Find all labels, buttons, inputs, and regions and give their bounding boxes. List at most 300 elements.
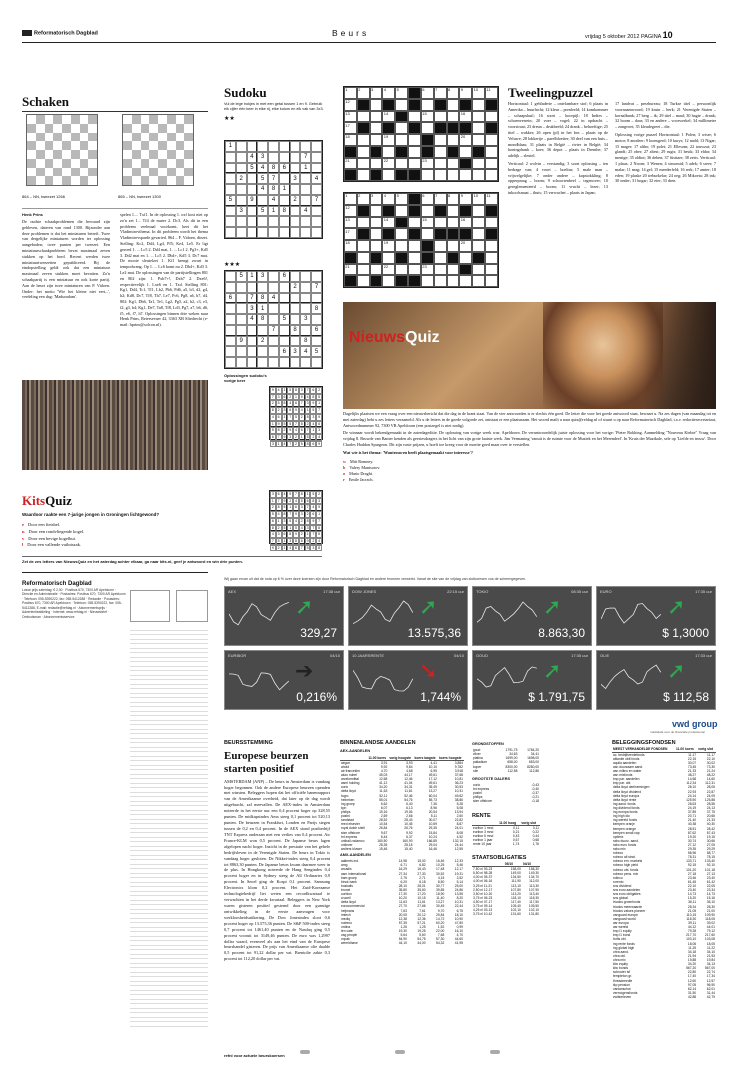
table-cell: 78,31 [687, 855, 697, 860]
sudoku-cell: 5 [312, 408, 315, 413]
market-name: EURIBOR [228, 653, 247, 658]
sparkline-path [477, 667, 537, 687]
kitsquiz-option [22, 536, 208, 543]
table-cell: 39,85 [436, 887, 445, 892]
table-cell: robeco obl. fonds [613, 867, 639, 872]
table-cell: usg people [341, 933, 358, 938]
chess-square [62, 124, 71, 133]
table-cell: 28,10 [687, 785, 697, 790]
chess-square [167, 159, 176, 168]
sudoku-cell [247, 141, 258, 152]
chess-square [27, 159, 36, 168]
sudoku-cell: 5 [236, 271, 247, 282]
chess-square [27, 124, 36, 133]
table-cell: 112,34 [686, 781, 697, 786]
table-cell: 15,00 [417, 859, 426, 864]
crossword-cell [408, 134, 421, 146]
table-cell: 21,33 [687, 768, 697, 773]
sudoku-cell: 3 [283, 408, 286, 413]
chess-square [88, 176, 97, 185]
table-cell: triodos values pioneer [613, 908, 646, 913]
chess-square [88, 150, 97, 159]
sudoku-cell: 5 [277, 401, 280, 406]
sudoku-cell [290, 216, 301, 227]
crossword-cell [357, 111, 370, 123]
table-cell: 9,92 [406, 830, 413, 835]
table-cell: 24,13 [706, 805, 715, 810]
table-cell: crucell [341, 896, 351, 901]
table-cell: 0,11 [513, 825, 520, 830]
table-cell: 12,57 [706, 978, 715, 983]
sudoku-cell [311, 184, 322, 195]
table-cell: 42,88 [687, 994, 697, 999]
table-cell: 1699,00 [505, 756, 518, 761]
table-cell: rorento [613, 879, 624, 884]
chess-square [88, 159, 97, 168]
sudoku-cell: 5 [306, 545, 309, 550]
sudoku-cell: 4 [300, 346, 311, 357]
table-cell: 22,10 [706, 756, 715, 761]
crossword-black-cell [485, 99, 498, 111]
chess-square [45, 141, 54, 150]
crossword-cell [472, 240, 485, 252]
tweeling-horizontal: Horizontaal: 1 gebladerte – ontvlambare stof; 6 plaats in Amerika – huurlucht; 12 kleur – prenleeld; 14 komkommer – schaapskuil; 16 soort – hoorpijl; 18 Indies – schoenverrein; 20 voer – vogel; 22 in opdracht – voorstraat; 23 dreun – drukbeeld; 24 drank – behoeftige; 25 titel – wakker; 26 open (pl) in het bos – plaats op de Veluwe; 28 lokkertje – parelbloeiter; 30 deel van een huis – mondblaas; 31 plaats in België – rivier in België; 34 honingdrank – koer; 36 depot – plaats in Drenthe; 37 adelijk – sleutel. [508, 101, 608, 159]
table-cell: 25,00 [454, 883, 463, 888]
table-cell: 49,61 [428, 772, 437, 777]
sudoku-cell: 2 [277, 525, 280, 530]
crossword-cell [370, 217, 383, 229]
table-cell: 45,03 [379, 772, 388, 777]
chess-column-1: De oudste schaakproblemen die bewaard zijn gebleven, dateren van rond 1300. Bijzonder aan deze problemen is dat het miniaturen betreft. Twee van dergelijke miniaturen worden ter oplossing aangeboden; twee punten per tweezet. Een miniatuurschaakprobleem bevat maximaal zeven stukken op het bord. Recent werden twee miniatuurtweezetten gepubliceerd. Bij de eindopstelling geldt ook dat een miniatuur maximaal zeven stukken moet bevatten. Zo'n schaakpartij is een miniatuur en ook korte partij. Aan de beurt zijn twee miniaturen van P. Vidoen. Onder: het motto 'Wie het kleine niet eert...', verdeling een dag: 'Maduradam'. [22, 219, 110, 300]
sudoku-cell: 9 [277, 421, 280, 426]
crossword-cell [370, 228, 383, 240]
crossword-cell [472, 122, 485, 134]
table-cell: 24,14 [687, 793, 697, 798]
crossword-cell [485, 169, 498, 181]
crossword-black-cell [421, 240, 434, 252]
chess-square [53, 115, 62, 124]
kitsquiz-option [22, 529, 208, 536]
market-sparkline [353, 663, 417, 693]
chess-square [167, 115, 176, 124]
photo-shade [643, 302, 716, 409]
sudoku-cell: 5 [283, 505, 286, 510]
sudoku-cell [300, 357, 311, 368]
table-cell: rabo duurz. aand. [613, 838, 639, 843]
sudoku-cell [225, 163, 236, 174]
table-cell: imtech [341, 912, 351, 917]
table-cell: 20,05 [398, 912, 407, 917]
sudoku-cell: 8 [289, 532, 292, 537]
table-cell: ing aand. fonds [613, 801, 636, 806]
sudoku-cell: 7 [289, 512, 292, 517]
crossword-cell [395, 122, 408, 134]
table-cell: 41,04 [404, 781, 413, 786]
table-cell: postnl [341, 814, 350, 819]
table-cell: 2,69 [380, 814, 388, 819]
sudoku-cell: 4 [318, 435, 321, 440]
crossword-cell [447, 99, 460, 111]
table-cell: 4,70 [456, 933, 463, 938]
sudoku-cell: 3 [306, 525, 309, 530]
sudoku-cell: 7 [318, 408, 321, 413]
crossword-cell: 6 [421, 193, 434, 205]
sudoku-cell: 3 [289, 435, 292, 440]
sudoku-cell: 7 [271, 394, 274, 399]
sudoku-cell [268, 282, 279, 293]
crossword-cell: 18 [344, 134, 357, 146]
sudoku-cell: 5 [289, 421, 292, 426]
table-cell: 10,31 [454, 900, 463, 905]
crossword-cell [434, 169, 447, 181]
chess-square [141, 159, 150, 168]
sudoku-cell: 1 [283, 539, 286, 544]
table-cell: 11,40 [436, 896, 445, 901]
sudoku-cell [290, 184, 301, 195]
sudoku-cell: 3 [312, 545, 315, 550]
chess-square [27, 133, 36, 142]
chess-square [158, 159, 167, 168]
table-cell: 34,18 [687, 949, 697, 954]
table-cell: 20,71 [687, 814, 697, 819]
table-cell: 44,10 [398, 941, 407, 946]
amx-table [340, 859, 464, 945]
table-header-row [612, 747, 716, 752]
sudoku-cell: 4 [268, 195, 279, 206]
table-cell: 28,35 [379, 842, 388, 847]
sudoku-cell [290, 314, 301, 325]
table-cell: 44,12 [687, 925, 697, 930]
crossword-cell: 7 [434, 193, 447, 205]
table-cell: 102,10 [510, 908, 521, 913]
chess-square [80, 124, 89, 133]
crossword-cell [472, 134, 485, 146]
sudoku-cell [225, 271, 236, 282]
sudoku-cell: 2 [290, 282, 301, 293]
table-cell: 79,28 [687, 929, 697, 934]
table-cell: kempen oranje [613, 822, 635, 827]
table-cell: 62,01 [706, 986, 715, 991]
table-cell: 87,43 [706, 830, 715, 835]
sudoku-cell: 9 [318, 505, 321, 510]
crossword-cell [434, 146, 447, 158]
crossword-black-cell [472, 252, 485, 264]
table-cell: 112,86 [529, 768, 539, 773]
crossword-cell [395, 134, 408, 146]
crossword-cell: 9 [459, 193, 472, 205]
nieuwsquiz-title: NieuwsQuiz [349, 329, 440, 346]
table-cell: 27,12 [687, 842, 697, 847]
table-cell: 62,14 [687, 986, 697, 991]
table-cell: 35,60 [417, 887, 426, 892]
table-cell: 34,31 [404, 785, 413, 790]
table-cell: 21,33 [706, 818, 715, 823]
table-cell: delta lloyd rente [613, 797, 637, 802]
crossword-cell: 1 [344, 87, 357, 99]
table-cell: asn milieu en water [613, 768, 642, 773]
market-value: 1,744% [420, 689, 461, 704]
sudoku-cell: 8 [300, 421, 303, 426]
sudoku-cell [290, 293, 301, 304]
crossword-cell [434, 264, 447, 276]
table-cell: 5,46 [456, 863, 463, 868]
table-cell: 132,15 [452, 838, 463, 843]
sudoku-cell: 8 [311, 303, 322, 314]
sudoku-cell: 2 [306, 421, 309, 426]
kitsquiz-options [22, 522, 208, 549]
crossword-black-cell [395, 252, 408, 264]
table-cell: 11,22 [706, 945, 715, 950]
sudoku-cell: 8 [318, 545, 321, 550]
table-cell: 3,75 nl 06-23 [473, 895, 493, 900]
sudoku-cell: 8 [306, 518, 309, 523]
table-cell: 12,55 [454, 846, 463, 851]
table-cell: euribor 1 jaar [473, 838, 493, 843]
chess-square [132, 159, 141, 168]
table-cell: 28,63 [687, 801, 697, 806]
table-cell: 0,11 [532, 825, 539, 830]
sudoku-cell: 5 [289, 518, 292, 523]
grondstoffen-table [472, 748, 540, 773]
sudoku-cell [257, 346, 268, 357]
sudoku-cell [225, 346, 236, 357]
sudoku-cell [225, 336, 236, 347]
table-cell: 30,77 [436, 883, 445, 888]
crossword-black-cell [395, 169, 408, 181]
sudoku-cell: 9 [271, 545, 274, 550]
table-cell: 9,84 [406, 764, 413, 769]
crossword-cell: 11 [485, 87, 498, 99]
sudoku-cell [290, 227, 301, 238]
sudoku-cell: 7 [289, 441, 292, 446]
table-cell: 2,75 [400, 875, 407, 880]
table-cell: euribor 6 mnd [473, 834, 494, 839]
market-name: 10 JAARSRENTE [352, 653, 385, 658]
table-cell: 3,884 [454, 760, 463, 765]
sudoku-cell: 1 [295, 394, 297, 399]
sparkline-path [229, 602, 289, 624]
table-cell: 8,96 [430, 805, 437, 810]
chess-square [80, 159, 89, 168]
crossword-black-cell [382, 205, 395, 217]
table-cell: 0,43 [512, 834, 520, 839]
crossword-cell: 23 [421, 158, 434, 170]
chess-square [176, 133, 185, 142]
market-time: 17:35 uur [695, 589, 712, 594]
table-cell: 113,10 [511, 883, 521, 888]
sudoku-cell: 4 [295, 498, 297, 503]
table-cell: kempen small cap [613, 830, 640, 835]
table-cell: 15,40 [404, 846, 413, 851]
table-cell: 16,46 [428, 846, 437, 851]
table-cell: 158,30 [528, 867, 539, 872]
table-cell: unibail-rodamco [341, 838, 365, 843]
table-cell: eurocommercial [341, 904, 365, 909]
crossword-cell: 6 [421, 87, 434, 99]
sudoku-cell: 8 [271, 408, 274, 413]
sudoku-cell: 5 [300, 498, 303, 503]
market-tile [596, 650, 716, 710]
chess-square [123, 141, 132, 150]
crossword-cell [408, 240, 421, 252]
crossword-cell [459, 146, 472, 158]
sudoku-cell [225, 227, 236, 238]
sudoku-cell: 9 [247, 195, 258, 206]
crossword-cell [447, 169, 460, 181]
option-text: Door een rondvliegende kogel. [28, 528, 85, 534]
nieuwsquiz-question: Wat wie is het thema: 'Wantrouwen heeft plaatsgemaakt voor interesse'? [343, 449, 473, 455]
table-cell: -0,18 [531, 799, 539, 804]
table-cell: 131,60 [510, 912, 521, 917]
sudoku-cell [236, 227, 247, 238]
table-cell: 15,84 [428, 830, 437, 835]
dalers-table [472, 783, 540, 804]
crossword-cell [421, 275, 434, 287]
table-cell: 17,20 [417, 892, 426, 897]
sudoku-cell: 3 [312, 414, 315, 419]
chess-square [158, 168, 167, 177]
crossword-cell [434, 134, 447, 146]
table-cell: 117,40 [511, 899, 521, 904]
sudoku-cell [225, 303, 236, 314]
chess-square [27, 176, 36, 185]
crossword-black-cell [447, 252, 460, 264]
chess-square [149, 176, 158, 185]
table-cell: 12,17 [454, 867, 463, 872]
table-cell: 31,44 [706, 990, 715, 995]
crossword-cell: 1 [344, 193, 357, 205]
nieuwsquiz-intro-1: Dagelijks plaatsen we een vraag over een nieuwsbericht dat die dag in de krant staat. Van de vier antwoorden is er slechts één goed. De letter die voor het goede antwoord staat, bewaart u. Na zes dagen (van maandag tot en met zaterdag) hebt u zes letters verzameld. Als u de letters in de goede volgorde zet, ontstaat er een plaatsnaam. Het woord mailt u naar quiz@refdag.nl of stuurt u op naar Reformatorisch Dagblad, t.a.v. redactiesecretariaat, Antwoordnummer 92, 7300 VB Apeldoorn (een postzegel is niet nodig). [343, 411, 716, 428]
table-cell: reed elsevier [341, 822, 360, 827]
sudoku-cell [290, 152, 301, 163]
table-header-cell: 11.00 koers [675, 747, 697, 752]
crossword-black-cell [459, 264, 472, 276]
sudoku-cell [225, 216, 236, 227]
sudoku-cell: 6 [225, 293, 236, 304]
table-cell: templeton gr. [613, 974, 633, 979]
sudoku-cell: 4 [289, 401, 292, 406]
crossword-cell [408, 252, 421, 264]
crossword-black-cell [459, 99, 472, 111]
table-cell: 21,93 [706, 953, 715, 958]
table-cell: kpn [341, 805, 347, 810]
chess-square [36, 141, 45, 150]
crossword-black-cell [485, 228, 498, 240]
crossword-cell [447, 240, 460, 252]
sudoku-cell: 9 [295, 532, 297, 537]
table-cell: robeco [613, 851, 624, 856]
table-cell: delta lloyd dividend [613, 789, 642, 794]
chess-square [27, 141, 36, 150]
rule [22, 208, 208, 209]
table-cell: 134,50 [510, 875, 521, 880]
crossword-cell [447, 158, 460, 170]
table-cell: 13,94 [454, 809, 463, 814]
table-cell: 30,74 [687, 838, 697, 843]
table-cell: sns euro obligaties [613, 892, 641, 897]
chess-square [45, 115, 54, 124]
chess-square [62, 141, 71, 150]
sudoku-section [224, 86, 324, 123]
crossword-black-cell [485, 122, 498, 134]
sudoku-cell: 8 [277, 428, 280, 433]
chess-square [149, 141, 158, 150]
sudoku-cell: 8 [295, 388, 297, 392]
table-cell: 61,45 [687, 879, 697, 884]
sudoku-cell: 8 [271, 525, 274, 530]
sudoku-cell: 5 [277, 539, 280, 544]
table-cell: ing global high [613, 945, 635, 950]
table-cell: -0,43 [531, 782, 539, 787]
chess-square [45, 168, 54, 177]
table-cell: 0,99 [456, 924, 463, 929]
sudoku-cell: 4 [271, 414, 274, 419]
table-cell: 49,61 [428, 781, 437, 786]
table-cell: 14,72 [436, 916, 445, 921]
crossword-black-cell [485, 205, 498, 217]
chess-square [62, 176, 71, 185]
sudoku-cell: 6 [289, 408, 292, 413]
table-cell: 6,75 [456, 908, 463, 913]
table-cell: 28,52 [379, 818, 388, 823]
vwd-tagline: marktdata voor de financiële professional [650, 730, 705, 734]
table-row [472, 769, 540, 773]
chess-square [62, 159, 71, 168]
sudoku-cell: 7 [271, 539, 274, 544]
sudoku-cell: 2 [300, 532, 303, 537]
table-cell: 118,05 [705, 916, 715, 921]
table-cell: 23,40 [687, 888, 697, 893]
market-name: TOKIO [476, 589, 489, 594]
table-cell: 3,75 nl 09-14 [473, 904, 493, 909]
option-letter: e [22, 522, 24, 528]
table-cell: kbc bonds [613, 966, 629, 971]
table-cell: asml holding [341, 781, 360, 786]
crossword-cell [421, 228, 434, 240]
sudoku-cell: 4 [295, 428, 297, 433]
table-cell: 39,02 [706, 921, 715, 926]
table-cell: wolters kluwer [341, 846, 362, 851]
table-cell: 37,89 [687, 810, 697, 815]
crossword-black-cell [408, 228, 421, 240]
colofon-fine-print [130, 630, 208, 1028]
sudoku-cell [290, 141, 301, 152]
table-cell: 10,24 [428, 834, 437, 839]
crossword-black-cell [434, 228, 447, 240]
crossword-cell: 21 [344, 264, 357, 276]
sudoku-solution-2 [269, 490, 323, 550]
table-cell: vanlanschot [613, 986, 631, 991]
sudoku-cell [279, 152, 290, 163]
chess-square [132, 133, 141, 142]
crossword-cell [370, 111, 383, 123]
sudoku-cell: 8 [283, 401, 286, 406]
table-cell: delta lloyd [341, 900, 356, 905]
table-cell: 14,68 [687, 777, 697, 782]
table-cell: 101,20 [686, 867, 697, 872]
sudoku-cell [268, 216, 279, 227]
table-cell: 49,62 [454, 793, 463, 798]
table-cell: 5,28 [456, 801, 463, 806]
market-tile [348, 650, 468, 710]
sudoku-cell: 9 [289, 492, 292, 496]
chess-square [167, 133, 176, 142]
table-header-cell: koers hoogste [438, 756, 464, 761]
chess-square [167, 168, 176, 177]
table-cell: 27,18 [687, 871, 697, 876]
sudoku-cell [247, 216, 258, 227]
table-cell: 133,71 [686, 859, 697, 864]
